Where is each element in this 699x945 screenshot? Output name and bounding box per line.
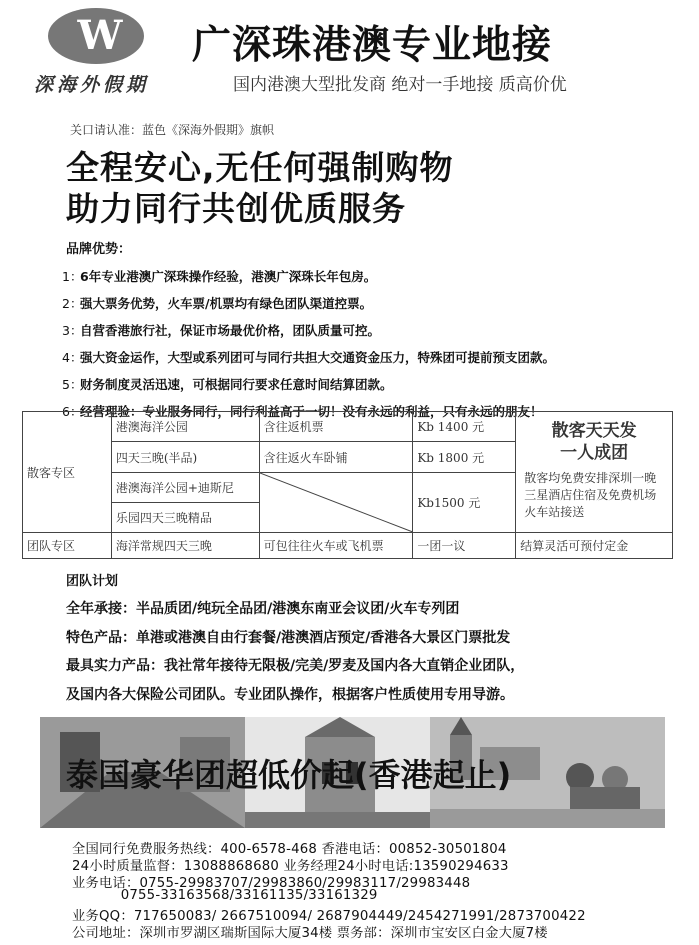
empty-diagonal-cell (259, 473, 413, 533)
promo-description: 散客均免费安排深圳一晚三星酒店住宿及免费机场火车站接送 (524, 471, 657, 519)
route-cell: 港澳海洋公园 (111, 412, 259, 442)
slogan-line-1: 全程安心,无任何强制购物 (66, 148, 454, 187)
advantage-item (62, 370, 692, 397)
promo-title-1: 散客天天发 (551, 421, 637, 441)
advantage-text: 经营理验：专业服务同行，同行利益高于一切！没有永远的利益，只有永远的朋友！ (80, 403, 543, 419)
route-cell: 港澳海洋公园+迪斯尼 (111, 473, 259, 503)
notice-text: 关口请认准：蓝色《深海外假期》旗帜 (70, 123, 275, 137)
slogan-line-2: 助力同行共创优质服务 (66, 189, 406, 228)
contact-line-address: 公司地址：深圳市罗湖区瑞斯国际大厦34楼 票务部：深圳市宝安区白金大厦7楼 (72, 926, 548, 941)
advantage-number: 5： (62, 376, 83, 392)
contact-line-supervision: 24小时质量监督：13088868680 业务经理24小时电话:13590294633 (72, 859, 509, 874)
sanke-promo-cell (516, 412, 673, 533)
team-plan-line: 最具实力产品：我社常年接待无限极/完美/罗麦及国内各大直销企业团队， (66, 658, 525, 674)
advantage-text: 强大票务优势，火车票/机票均有绿色团队渠道控票。 (80, 295, 373, 311)
advantage-number: 1： (62, 268, 83, 284)
brand-heading: 品牌优势： (66, 242, 132, 257)
advantage-item (62, 262, 692, 289)
route-cell: 海洋常规四天三晚 (111, 533, 259, 559)
route-cell: 乐园四天三晚精品 (111, 503, 259, 533)
price-cell: Kb 1800 元 (413, 442, 516, 473)
promo-title-2: 一人成团 (560, 443, 629, 463)
advantage-number: 2： (62, 295, 83, 311)
team-zone-label: 团队专区 (23, 533, 112, 559)
transport-cell: 含往返机票 (259, 412, 413, 442)
contact-line-business-phone: 业务电话：0755-29983707/29983860/29983117/29983448 (72, 876, 471, 891)
contact-line-hotline: 全国同行免费服务热线：400-6578-468 香港电话：00852-30501804 (72, 842, 507, 857)
logo-text: 深海外假期 (34, 74, 150, 96)
contact-line-business-phone-2: 0755-33163568/33161135/33161329 (72, 888, 378, 903)
advantage-text: 6年专业港澳广深珠操作经验，港澳广深珠长年包房。 (80, 268, 377, 284)
transport-cell: 可包往往火车或飞机票 (259, 533, 413, 559)
advantage-text: 强大资金运作，大型或系列团可与同行共担大交通资金压力，特殊团可提前预支团款。 (80, 349, 556, 365)
price-table (22, 411, 673, 559)
contact-line-qq: 业务QQ：717650083/ 2667510094/ 2687904449/2454271991/2873700422 (72, 909, 586, 924)
team-note-cell: 结算灵活可预付定金 (516, 533, 673, 559)
advantage-number: 3： (62, 322, 83, 338)
advantage-number: 6： (62, 403, 83, 419)
logo-letters: W (77, 12, 117, 59)
team-plan-line: 全年承接：半品质团/纯玩全品团/港澳东南亚会议团/火车专列团 (66, 601, 460, 617)
advantage-text: 财务制度灵活迅速，可根据同行要求任意时间结算团款。 (80, 376, 393, 392)
advantage-number: 4： (62, 349, 83, 365)
advantage-list (62, 262, 692, 424)
diagonal-line (260, 473, 413, 532)
advantage-text: 自营香港旅行社，保证市场最优价格，团队质量可控。 (80, 322, 381, 338)
banner-headline: 泰国豪华团超低价起(香港起止) (66, 756, 512, 794)
price-cell: Kb1500 元 (413, 473, 516, 533)
advantage-item (62, 343, 692, 370)
team-plan-heading: 团队计划 (66, 574, 119, 589)
advantage-item (62, 316, 692, 343)
sub-title: 国内港澳大型批发商 绝对一手地接 质高价优 (233, 75, 567, 95)
team-plan-line: 及国内各大保险公司团队。专业团队操作，根据客户性质使用专用导游。 (66, 687, 514, 703)
price-cell: Kb 1400 元 (413, 412, 516, 442)
sanke-zone-label: 散客专区 (23, 412, 112, 533)
main-title: 广深珠港澳专业地接 (192, 23, 553, 68)
route-cell: 四天三晚(半品) (111, 442, 259, 473)
transport-cell: 含往返火车卧铺 (259, 442, 413, 473)
advantage-item (62, 289, 692, 316)
price-cell: 一团一议 (413, 533, 516, 559)
team-plan-line: 特色产品：单港或港澳自由行套餐/港澳酒店预定/香港各大景区门票批发 (66, 630, 511, 646)
